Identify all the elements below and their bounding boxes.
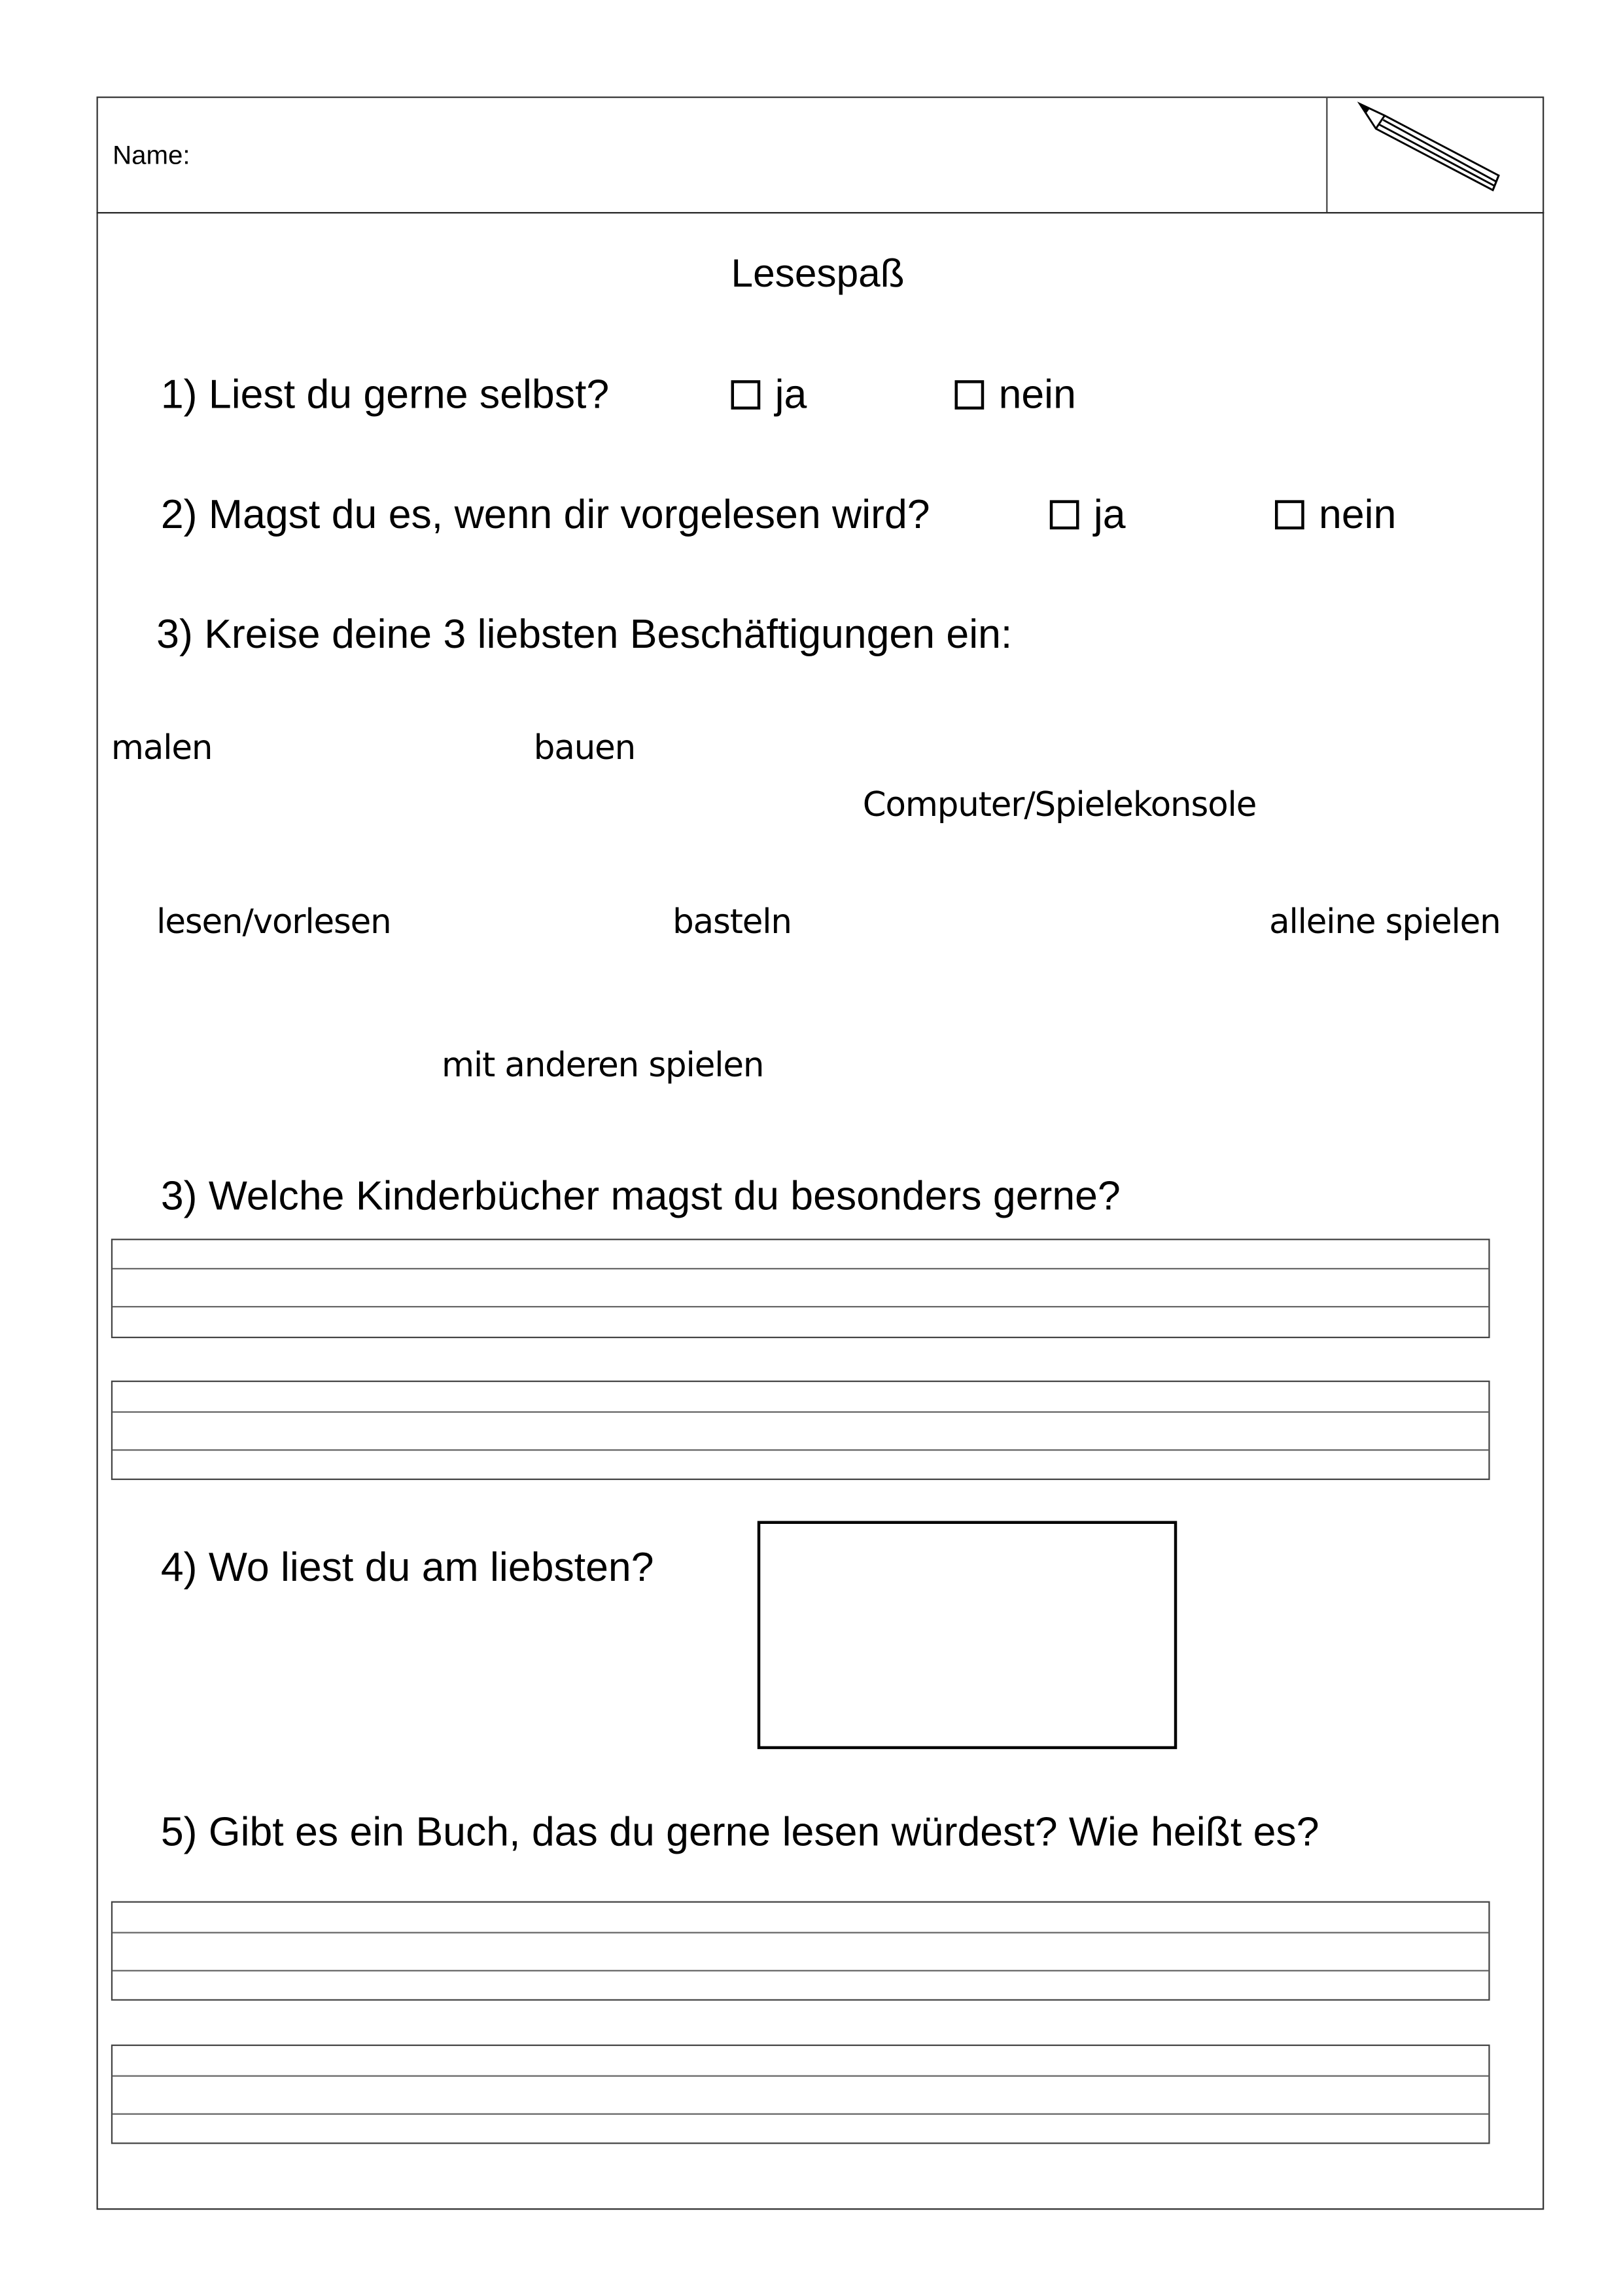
writing-lines[interactable] [111,1239,1490,1338]
question-5: 5) Gibt es ein Buch, das du gerne lesen würdest? Wie heißt es? [160,1809,1319,1855]
q1-no-option[interactable] [955,371,1076,417]
option-label: ja [775,371,807,417]
activity-bauen[interactable]: bauen [533,730,636,768]
q2-yes-option[interactable] [1050,491,1126,537]
name-label: Name: [113,140,190,170]
name-field[interactable] [147,117,1302,190]
writing-lines[interactable] [111,1381,1490,1480]
header-divider [1326,97,1327,213]
checkbox[interactable] [955,380,985,410]
question-3b: 3) Welche Kinderbücher magst du besonders gerne? [160,1173,1121,1218]
activity-lesen[interactable]: lesen/vorlesen [156,904,391,942]
activity-alleine-spielen[interactable]: alleine spielen [1269,904,1501,942]
question-2: 2) Magst du es, wenn dir vorgelesen wird? [160,491,930,537]
writing-lines[interactable] [111,1901,1490,2001]
option-label: nein [1319,491,1397,537]
checkbox[interactable] [1275,500,1304,529]
option-label: ja [1093,491,1126,537]
pencil-icon [1352,99,1513,199]
drawing-box[interactable] [758,1521,1177,1750]
q2-no-option[interactable] [1275,491,1397,537]
writing-lines[interactable] [111,2045,1490,2144]
checkbox[interactable] [731,380,761,410]
checkbox[interactable] [1050,500,1079,529]
q1-yes-option[interactable] [731,371,807,417]
activity-mit-anderen-spielen[interactable]: mit anderen spielen [442,1047,764,1086]
question-4: 4) Wo liest du am liebsten? [160,1544,654,1590]
option-label: nein [998,371,1076,417]
question-3: 3) Kreise deine 3 liebsten Beschäftigungen ein: [156,611,1013,657]
activity-basteln[interactable]: basteln [672,904,792,942]
question-1: 1) Liest du gerne selbst? [160,371,610,417]
activity-malen[interactable]: malen [111,730,213,768]
activity-computer[interactable]: Computer/Spielekonsole [862,786,1257,825]
page-title: Lesespaß [731,251,905,296]
